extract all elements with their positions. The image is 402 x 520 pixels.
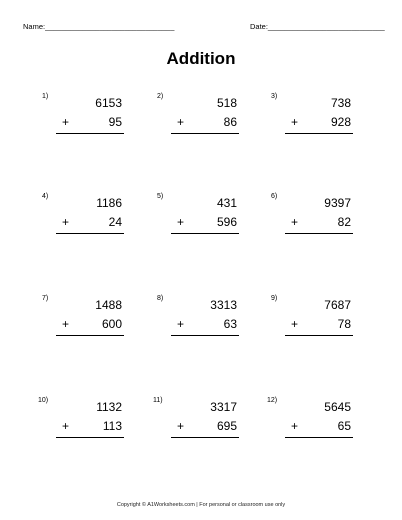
plus-sign: + [177, 115, 185, 129]
addend-top: 3313 [210, 298, 237, 312]
problem-number: 10) [38, 397, 49, 404]
addend-top: 9397 [324, 196, 351, 210]
answer-line [56, 133, 124, 134]
addend-bottom: 78 [337, 317, 351, 331]
addend-top: 7687 [324, 298, 351, 312]
problem-12 [267, 397, 351, 457]
answer-line [285, 335, 353, 336]
plus-sign: + [62, 317, 70, 331]
problem-6 [271, 193, 351, 253]
problem-number: 5) [157, 193, 164, 200]
addend-top: 1488 [95, 298, 122, 312]
problem-number: 3) [271, 93, 278, 100]
addend-top: 1132 [96, 400, 122, 414]
problem-4 [42, 193, 122, 253]
problem-10 [38, 397, 122, 457]
answer-line [171, 437, 239, 438]
addend-top: 1186 [96, 196, 122, 210]
addend-bottom: 928 [330, 115, 351, 129]
copyright-footer: Copyright © A1Worksheets.com | For personal or classroom use only [116, 502, 286, 508]
addend-top: 3317 [210, 400, 237, 414]
addend-top: 518 [216, 96, 237, 110]
problem-7 [42, 295, 122, 355]
problem-number: 7) [42, 295, 49, 302]
answer-line [56, 437, 124, 438]
problem-1 [42, 93, 122, 153]
addend-top: 738 [330, 96, 351, 110]
answer-line [171, 133, 239, 134]
plus-sign: + [291, 215, 299, 229]
problem-number: 9) [271, 295, 278, 302]
problem-8 [157, 295, 237, 355]
answer-line [56, 233, 124, 234]
problem-2 [157, 93, 237, 153]
addend-bottom: 24 [108, 215, 122, 229]
problem-number: 6) [271, 193, 278, 200]
problem-number: 1) [42, 93, 49, 100]
addend-bottom: 86 [223, 115, 237, 129]
problem-9 [271, 295, 351, 355]
problem-11 [153, 397, 237, 457]
plus-sign: + [62, 215, 70, 229]
plus-sign: + [291, 419, 299, 433]
plus-sign: + [291, 317, 299, 331]
addend-bottom: 600 [101, 317, 122, 331]
addend-bottom: 113 [102, 419, 122, 433]
plus-sign: + [62, 115, 70, 129]
problem-number: 12) [267, 397, 278, 404]
problem-5 [157, 193, 237, 253]
problem-number: 2) [157, 93, 164, 100]
plus-sign: + [177, 215, 185, 229]
addend-bottom: 95 [108, 115, 122, 129]
problem-number: 8) [157, 295, 164, 302]
answer-line [285, 133, 353, 134]
answer-line [285, 233, 353, 234]
addend-top: 6153 [95, 96, 122, 110]
problem-number: 4) [42, 193, 49, 200]
plus-sign: + [291, 115, 299, 129]
plus-sign: + [62, 419, 70, 433]
name-field-label: Name:_______________________________ [23, 22, 175, 31]
problem-number: 11) [153, 397, 163, 404]
worksheet-title: Addition [166, 49, 236, 68]
addend-bottom: 695 [216, 419, 237, 433]
answer-line [171, 335, 239, 336]
problem-3 [271, 93, 351, 153]
addend-bottom: 63 [223, 317, 237, 331]
addend-bottom: 596 [216, 215, 237, 229]
answer-line [171, 233, 239, 234]
plus-sign: + [177, 419, 185, 433]
answer-line [56, 335, 124, 336]
addend-bottom: 65 [337, 419, 351, 433]
date-field-label: Date:____________________________ [250, 22, 385, 31]
answer-line [285, 437, 353, 438]
addend-top: 5645 [324, 400, 351, 414]
addend-top: 431 [216, 196, 237, 210]
plus-sign: + [177, 317, 185, 331]
addend-bottom: 82 [337, 215, 351, 229]
